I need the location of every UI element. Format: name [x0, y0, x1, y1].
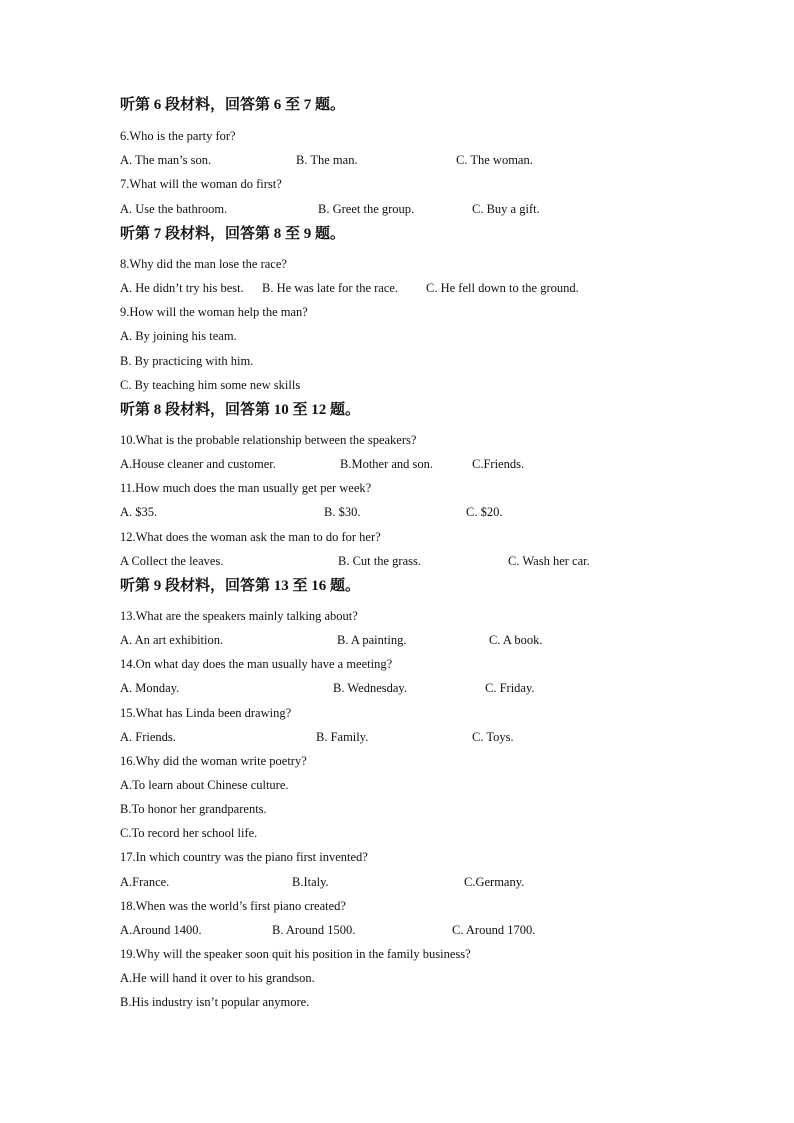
- option-b: B. Wednesday.: [333, 681, 407, 695]
- option-a: A Collect the leaves.: [120, 554, 224, 568]
- section-heading: 听第 6 段材料，回答第 6 至 7 题。: [120, 97, 346, 113]
- question-13: 13.What are the speakers mainly talking about?: [120, 609, 358, 623]
- option-c: C. A book.: [489, 633, 543, 647]
- question-19: 19.Why will the speaker soon quit his position in the family business?: [120, 947, 471, 961]
- option-a: A. An art exhibition.: [120, 633, 224, 647]
- option-b: B. The man.: [296, 153, 358, 167]
- section-heading: 听第 9 段材料，回答第 13 至 16 题。: [120, 578, 361, 594]
- option-b: B.His industry isn’t popular anymore.: [120, 995, 310, 1009]
- section-heading: 听第 8 段材料，回答第 10 至 12 题。: [120, 402, 361, 418]
- option-b: B. Family.: [316, 730, 369, 744]
- option-b: B.Italy.: [292, 875, 329, 889]
- option-a: A. By joining his team.: [120, 329, 237, 343]
- option-c: C. Buy a gift.: [472, 202, 540, 216]
- option-a: A.Around 1400.: [120, 923, 202, 937]
- option-c: C. He fell down to the ground.: [426, 281, 579, 295]
- question-9: 9.How will the woman help the man?: [120, 305, 308, 319]
- option-a: A.France.: [120, 875, 170, 889]
- question-14: 14.On what day does the man usually have a meeting?: [120, 657, 393, 671]
- question-16: 16.Why did the woman write poetry?: [120, 754, 307, 768]
- option-b: B. Around 1500.: [272, 923, 356, 937]
- question-15: 15.What has Linda been drawing?: [120, 706, 292, 720]
- option-c: C. Around 1700.: [452, 923, 536, 937]
- option-a: A.He will hand it over to his grandson.: [120, 971, 315, 985]
- option-a: A. Use the bathroom.: [120, 202, 228, 216]
- option-a: A. He didn’t try his best.: [120, 281, 244, 295]
- option-a: A. $35.: [120, 505, 158, 519]
- option-c: C. Friday.: [485, 681, 535, 695]
- option-b: B. Greet the group.: [318, 202, 415, 216]
- question-17: 17.In which country was the piano first invented?: [120, 850, 368, 864]
- option-c: C. Wash her car.: [508, 554, 590, 568]
- option-b: B.To honor her grandparents.: [120, 802, 267, 816]
- option-c: C. By teaching him some new skills: [120, 378, 301, 392]
- option-c: C. $20.: [466, 505, 503, 519]
- option-b: B. He was late for the race.: [262, 281, 399, 295]
- option-c: C. The woman.: [456, 153, 533, 167]
- question-10: 10.What is the probable relationship between the speakers?: [120, 433, 417, 447]
- question-11: 11.How much does the man usually get per week?: [120, 481, 372, 495]
- question-7: 7.What will the woman do first?: [120, 177, 282, 191]
- option-c: C.Germany.: [464, 875, 525, 889]
- question-6: 6.Who is the party for?: [120, 129, 236, 143]
- option-c: C.To record her school life.: [120, 826, 258, 840]
- option-b: B. By practicing with him.: [120, 354, 254, 368]
- option-a: A. The man’s son.: [120, 153, 212, 167]
- option-a: A. Friends.: [120, 730, 176, 744]
- option-c: C.Friends.: [472, 457, 525, 471]
- option-c: C. Toys.: [472, 730, 514, 744]
- option-a: A.House cleaner and customer.: [120, 457, 276, 471]
- option-b: B. A painting.: [337, 633, 407, 647]
- question-12: 12.What does the woman ask the man to do for her?: [120, 530, 381, 544]
- option-b: B.Mother and son.: [340, 457, 434, 471]
- option-b: B. $30.: [324, 505, 361, 519]
- question-8: 8.Why did the man lose the race?: [120, 257, 287, 271]
- option-a: A.To learn about Chinese culture.: [120, 778, 289, 792]
- option-a: A. Monday.: [120, 681, 180, 695]
- option-b: B. Cut the grass.: [338, 554, 421, 568]
- section-heading: 听第 7 段材料，回答第 8 至 9 题。: [120, 226, 346, 242]
- question-18: 18.When was the world’s first piano created?: [120, 899, 346, 913]
